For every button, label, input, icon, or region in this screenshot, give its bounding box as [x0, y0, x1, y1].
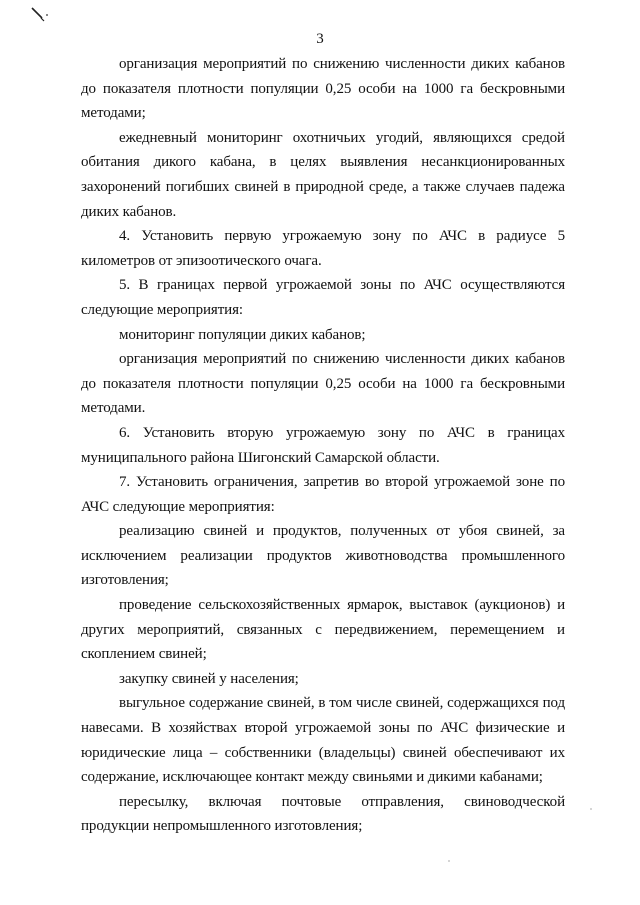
paragraph: пересылку, включая почтовые отправления, свиноводческой продукции непромышленного изготовления;	[81, 793, 565, 835]
scan-speck	[590, 808, 592, 810]
page-number: 3	[316, 31, 324, 47]
paragraph: проведение сельскохозяйственных ярмарок, выставок (аукционов) и других мероприятий, связанных с передвижением, перемещением и скоплением свиней;	[81, 597, 565, 663]
paragraph: 5. В границах первой угрожаемой зоны по АЧС осуществляются следующие мероприятия:	[81, 277, 565, 318]
paragraph: выгульное содержание свиней, в том числе свиней, содержащихся под навесами. В хозяйствах второй угрожаемой зоны по АЧС физические и юридические лица – собственники (владельцы) свиней обеспечивают их содержание, исключающее контакт между свиньями и дикими кабанами;	[81, 695, 565, 786]
paragraph: ежедневный мониторинг охотничьих угодий, являющихся средой обитания дикого кабана, в целях выявления несанкционированных захоронений погибших свиней в природной среде, а также случаев падежа диких кабанов.	[81, 129, 565, 220]
scan-mark-icon	[30, 6, 50, 26]
paragraph: реализацию свиней и продуктов, полученных от убоя свиней, за исключением реализации продуктов животноводства промышленного изготовления;	[81, 523, 565, 589]
scan-speck	[448, 860, 450, 862]
paragraph: 4. Установить первую угрожаемую зону по АЧС в радиусе 5 километров от эпизоотического очага.	[81, 228, 565, 269]
paragraph: организация мероприятий по снижению численности диких кабанов до показателя плотности популяции 0,25 особи на 1000 га бескровными методами;	[81, 56, 565, 122]
paragraph: 7. Установить ограничения, запретив во второй угрожаемой зоне по АЧС следующие мероприятия:	[81, 474, 565, 515]
paragraph: закупку свиней у населения;	[119, 670, 299, 687]
paragraph: мониторинг популяции диких кабанов;	[119, 326, 366, 343]
document-body	[81, 52, 565, 839]
paragraph: организация мероприятий по снижению численности диких кабанов до показателя плотности популяции 0,25 особи на 1000 га бескровными методами.	[81, 351, 565, 417]
paragraph: 6. Установить вторую угрожаемую зону по АЧС в границах муниципального района Шигонский Самарской области.	[81, 424, 565, 466]
